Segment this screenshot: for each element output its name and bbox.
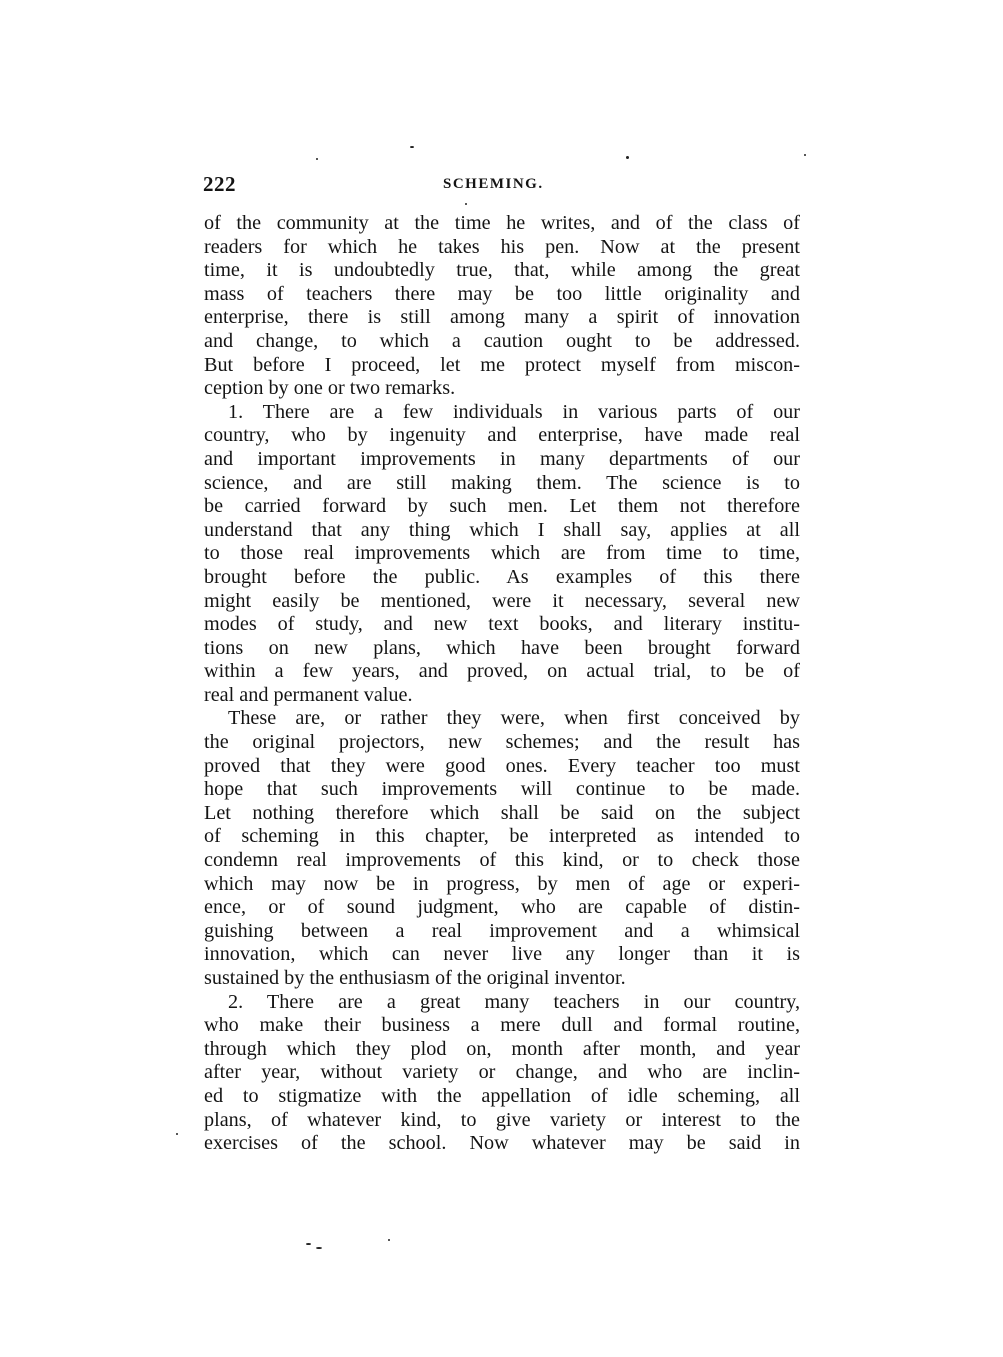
text-line: after year, without variety or change, and who are inclin- [204,1061,800,1084]
text-line: plans, of whatever kind, to give variety or interest to the [204,1108,800,1131]
text-line: understand that any thing which I shall say, applies at all [204,518,800,541]
text-line: of the community at the time he writes, and of the class of [204,212,800,234]
text-line: Let nothing therefore which shall be said on the subject [204,801,800,824]
text-line: real and permanent value. [204,683,413,706]
text-line: But before I proceed, let me protect myself from miscon- [204,353,800,376]
running-head: SCHEMING. [443,176,544,192]
text-line: guishing between a real improvement and a whimsical [204,919,800,942]
text-line: and change, to which a caution ought to be addressed. [204,329,800,352]
text-line: readers for which he takes his pen. Now at the present [204,235,800,258]
text-line: proved that they were good ones. Every teacher too must [204,754,800,777]
text-line: through which they plod on, month after month, and year [204,1037,800,1060]
text-line: might easily be mentioned, were it necessary, several new [204,589,800,612]
scan-speck [410,146,414,148]
scan-speck [626,156,629,159]
text-line: These are, or rather they were, when first conceived by [228,707,800,730]
text-line: 2. There are a great many teachers in our country, [228,990,800,1013]
scan-speck [388,1239,390,1241]
text-line: science, and are still making them. The science is to [204,471,800,494]
text-line: hope that such improvements will continue to be made. [204,778,800,801]
scan-speck [316,158,318,160]
page-header [203,172,803,198]
text-line: be carried forward by such men. Let them not therefore [204,495,800,518]
text-line: exercises of the school. Now whatever may be said in [204,1132,800,1155]
text-line: and important improvements in many departments of our [204,447,800,470]
page-number: 222 [203,172,236,196]
text-line: which may now be in progress, by men of age or experi- [204,872,800,895]
text-line: country, who by ingenuity and enterprise, have made real [204,424,800,447]
text-line: to those real improvements which are from time to time, [204,542,800,565]
text-line: modes of study, and new text books, and literary institu- [204,613,800,636]
text-line: tions on new plans, which have been brought forward [204,636,800,659]
text-line: who make their business a mere dull and formal routine, [204,1014,800,1037]
text-line: innovation, which can never live any longer than it is [204,943,800,966]
scan-speck [176,1133,178,1135]
scan-speck [465,203,467,205]
scan-speck [316,1247,322,1249]
text-line: of scheming in this chapter, be interpreted as intended to [204,825,800,848]
text-line: ed to stigmatize with the appellation of idle scheming, all [204,1084,800,1107]
text-line: 1. There are a few individuals in various parts of our [228,400,800,423]
body-text [204,212,800,1156]
text-line: ence, or of sound judgment, who are capable of distin- [204,896,800,919]
text-line: mass of teachers there may be too little originality and [204,282,800,305]
text-line: the original projectors, new schemes; and the result has [204,731,800,754]
text-line: sustained by the enthusiasm of the original inventor. [204,967,626,989]
text-line: condemn real improvements of this kind, or to check those [204,849,800,872]
text-line: time, it is undoubtedly true, that, while among the great [204,259,800,282]
text-line: within a few years, and proved, on actual trial, to be of [204,660,800,683]
text-line: brought before the public. As examples of this there [204,565,800,588]
text-line: enterprise, there is still among many a spirit of innovation [204,306,800,329]
scan-speck [804,154,806,156]
scan-speck [306,1243,311,1245]
text-line: ception by one or two remarks. [204,377,456,400]
